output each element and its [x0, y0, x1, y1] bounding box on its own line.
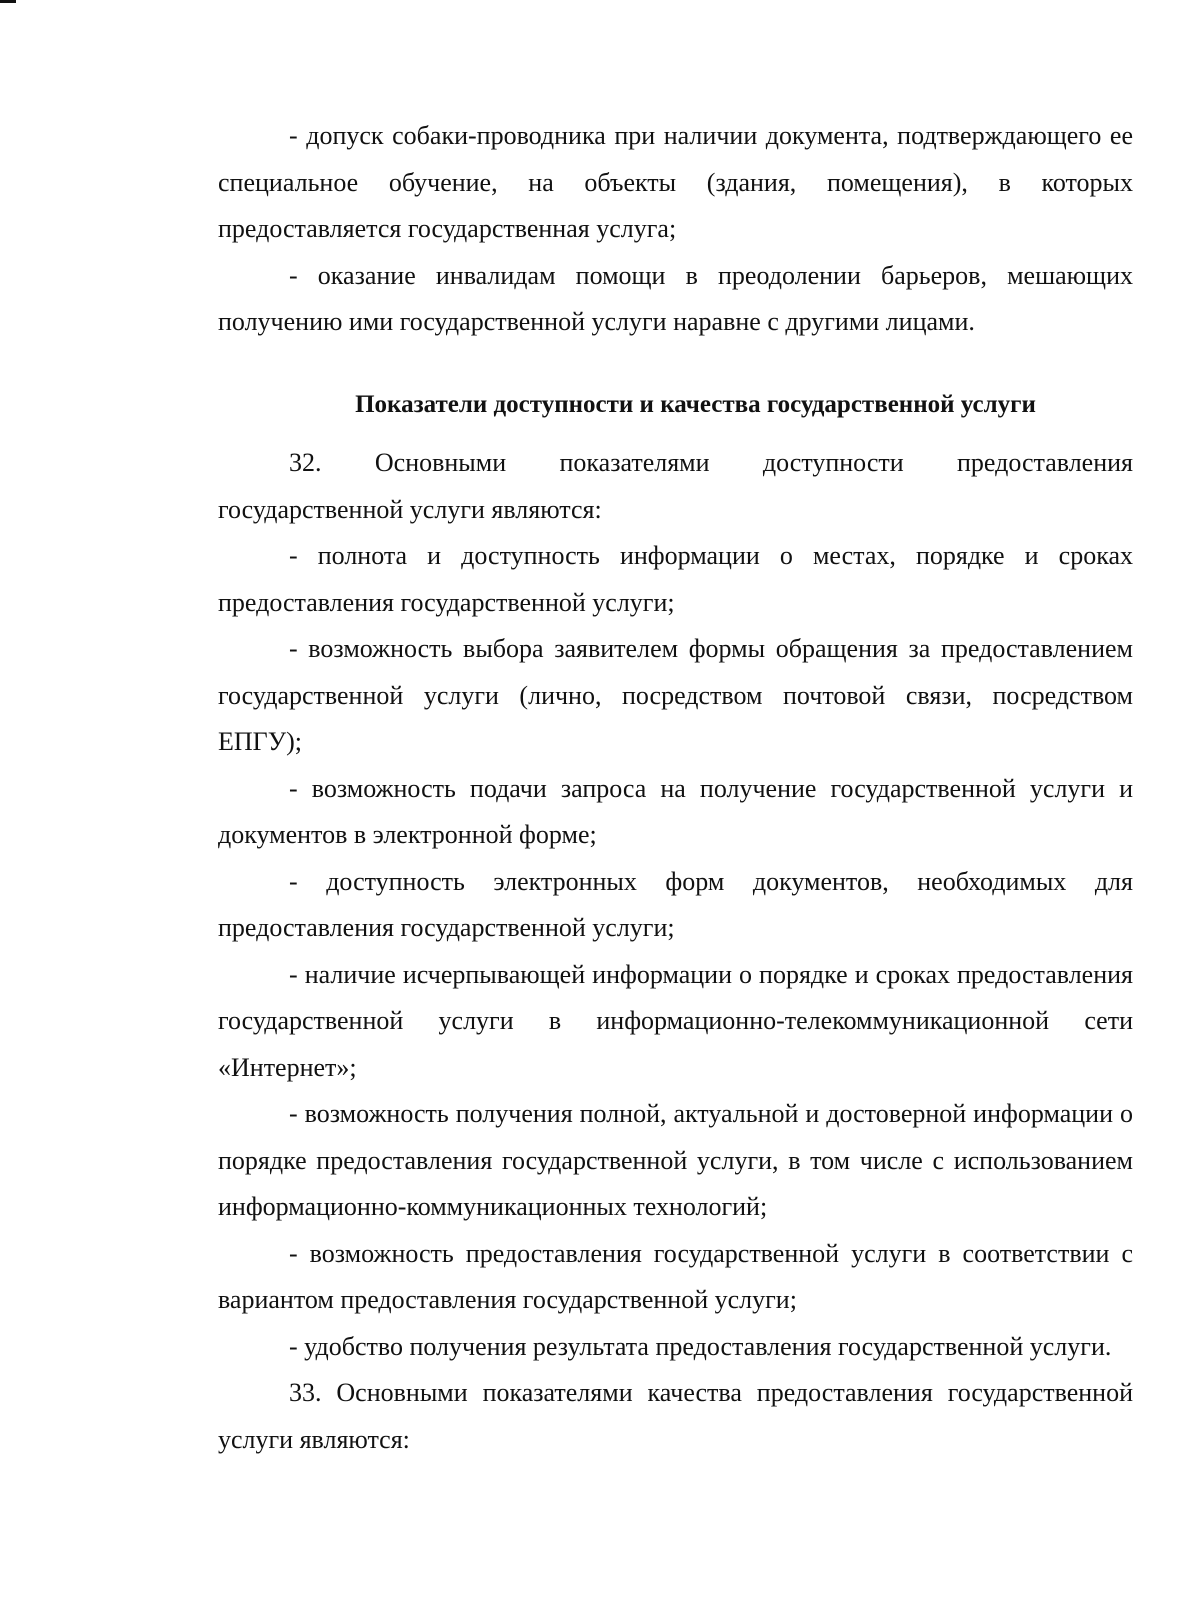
list-item: - возможность предоставления государственной услуги в соответствии с вариантом предоставления государственной услуги;	[218, 1238, 1133, 1314]
list-item: - возможность получения полной, актуальной и достоверной информации о порядке предоставления государственной услуги, в том числе с использованием информационно-коммуникационных технологий;	[218, 1099, 1133, 1221]
paragraph-assistance: - оказание инвалидам помощи в преодолении барьеров, мешающих получению ими государственной услуги наравне с другими лицами.	[218, 260, 1133, 336]
list-item: - возможность выбора заявителем формы обращения за предоставлением государственной услуги (лично, посредством почтовой связи, посредством ЕПГУ);	[218, 634, 1133, 756]
section-32	[218, 440, 1133, 1463]
section-heading: Показатели доступности и качества государственной услуги	[355, 391, 1036, 418]
list-item: - удобство получения результата предоставления государственной услуги.	[289, 1331, 1112, 1361]
section-33-intro: 33. Основными показателями качества предоставления государственной услуги являются:	[218, 1378, 1133, 1454]
scan-corner-mark	[0, 0, 16, 3]
list-item: - возможность подачи запроса на получение государственной услуги и документов в электронной форме;	[218, 773, 1133, 849]
section-32-intro: 32. Основными показателями доступности предоставления государственной услуги являются:	[218, 448, 1133, 524]
list-item: - доступность электронных форм документов, необходимых для предоставления государственной услуги;	[218, 866, 1133, 942]
list-item: - наличие исчерпывающей информации о порядке и сроках предоставления государственной услуги в информационно-телекоммуникационной сети «Интернет»;	[218, 959, 1133, 1082]
list-item: - полнота и доступность информации о местах, порядке и сроках предоставления государственной услуги;	[218, 541, 1133, 617]
top-paragraphs	[218, 113, 1133, 346]
paragraph-guide-dog: - допуск собаки-проводника при наличии документа, подтверждающего ее специальное обучение, на объекты (здания, помещения), в которых предоставляется государственная услуга;	[218, 121, 1133, 243]
